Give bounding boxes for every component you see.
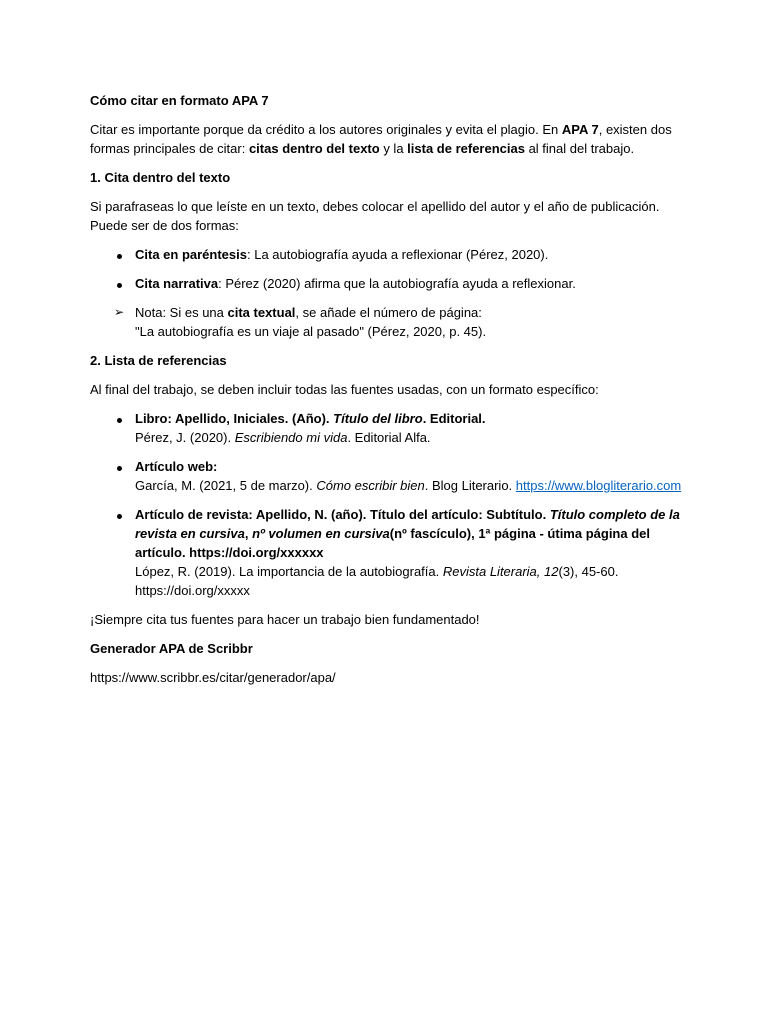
journal-format: Artículo de revista: Apellido, N. (año). Título del artículo: Subtítulo.: [135, 507, 550, 522]
intro-bold-apa7: APA 7: [561, 122, 599, 137]
intro-paragraph: [90, 120, 690, 158]
note-text: , se añade el número de página:: [295, 305, 482, 320]
section2-paragraph: Al final del trabajo, se deben incluir todas las fuentes usadas, con un formato específico:: [90, 382, 599, 397]
list-item-book: [90, 409, 690, 447]
bullet-icon: [112, 505, 126, 524]
list-item-web: [90, 457, 690, 495]
intro-text: , existen dos formas principales de citar:: [90, 122, 672, 156]
generator-url: https://www.scribbr.es/citar/generador/apa/: [90, 670, 336, 685]
journal-doi: https://doi.org/xxxxx: [135, 583, 250, 598]
document-title: Cómo citar en formato APA 7: [90, 93, 269, 108]
section1-paragraph: Si parafraseas lo que leíste en un texto, debes colocar el apellido del autor y el año de publicación. Puede ser de dos formas:: [90, 199, 660, 233]
book-format: . Editorial.: [422, 411, 486, 426]
book-format: Libro: Apellido, Iniciales. (Año).: [135, 411, 334, 426]
document-body: [90, 91, 690, 697]
intro-text: Citar es importante porque da crédito a los autores originales y evita el plagio. En: [90, 122, 562, 137]
intro-bold-citas: citas dentro del texto: [248, 141, 380, 156]
intro-text: y la: [379, 141, 408, 156]
section2-heading: 2. Lista de referencias: [90, 353, 227, 368]
closing-text: ¡Siempre cita tus fuentes para hacer un trabajo bien fundamentado!: [90, 612, 480, 627]
bullet-icon: [112, 409, 126, 428]
journal-format: (nº fascículo), 1ª página - útima página del artículo. https://doi.org/xxxxxx: [135, 526, 650, 560]
bullet-text: : Pérez (2020) afirma que la autobiografía ayuda a reflexionar.: [218, 276, 576, 291]
list-item: [90, 274, 690, 293]
web-example: . Blog Literario.: [424, 478, 516, 493]
web-format: Artículo web:: [135, 459, 218, 474]
book-example: . Editorial Alfa.: [347, 430, 431, 445]
section1-heading: 1. Cita dentro del texto: [90, 170, 231, 185]
bullet-icon: [112, 274, 126, 293]
journal-format: ,: [244, 526, 253, 541]
intro-bold-lista: lista de referencias: [407, 141, 525, 156]
list-item: [90, 245, 690, 264]
note-text: Nota: Si es una: [135, 305, 228, 320]
web-example: García, M. (2021, 5 de marzo).: [135, 478, 317, 493]
section1-list: [90, 245, 690, 341]
bullet-bold: Cita narrativa: [135, 276, 219, 291]
bullet-text: : La autobiografía ayuda a reflexionar (Pérez, 2020).: [247, 247, 549, 262]
note-bold: cita textual: [227, 305, 296, 320]
blog-link[interactable]: https://www.blogliterario.com: [515, 478, 682, 493]
section2-list: [90, 409, 690, 600]
book-example-italic: Escribiendo mi vida: [234, 430, 348, 445]
bullet-icon: [112, 457, 126, 476]
intro-text: al final del trabajo.: [524, 141, 635, 156]
note-quote: "La autobiografía es un viaje al pasado" (Pérez, 2020, p. 45).: [135, 324, 487, 339]
journal-example: (3), 45-60.: [558, 564, 619, 579]
journal-example-italic: Revista Literaria, 12: [442, 564, 559, 579]
list-item-journal: [90, 505, 690, 600]
note-item: [90, 303, 690, 341]
web-example-italic: Cómo escribir bien: [316, 478, 425, 493]
generator-heading: Generador APA de Scribbr: [90, 641, 253, 656]
book-example: Pérez, J. (2020).: [135, 430, 235, 445]
arrow-bullet-icon: ➢: [113, 305, 125, 319]
journal-format-italic: nº volumen en cursiva: [252, 526, 390, 541]
book-format-italic: Título del libro: [333, 411, 423, 426]
bullet-icon: [112, 245, 126, 264]
journal-format-italic: Título completo de la revista en cursiva: [135, 507, 680, 541]
bullet-bold: Cita en paréntesis: [135, 247, 247, 262]
journal-example: López, R. (2019). La importancia de la autobiografía.: [135, 564, 443, 579]
